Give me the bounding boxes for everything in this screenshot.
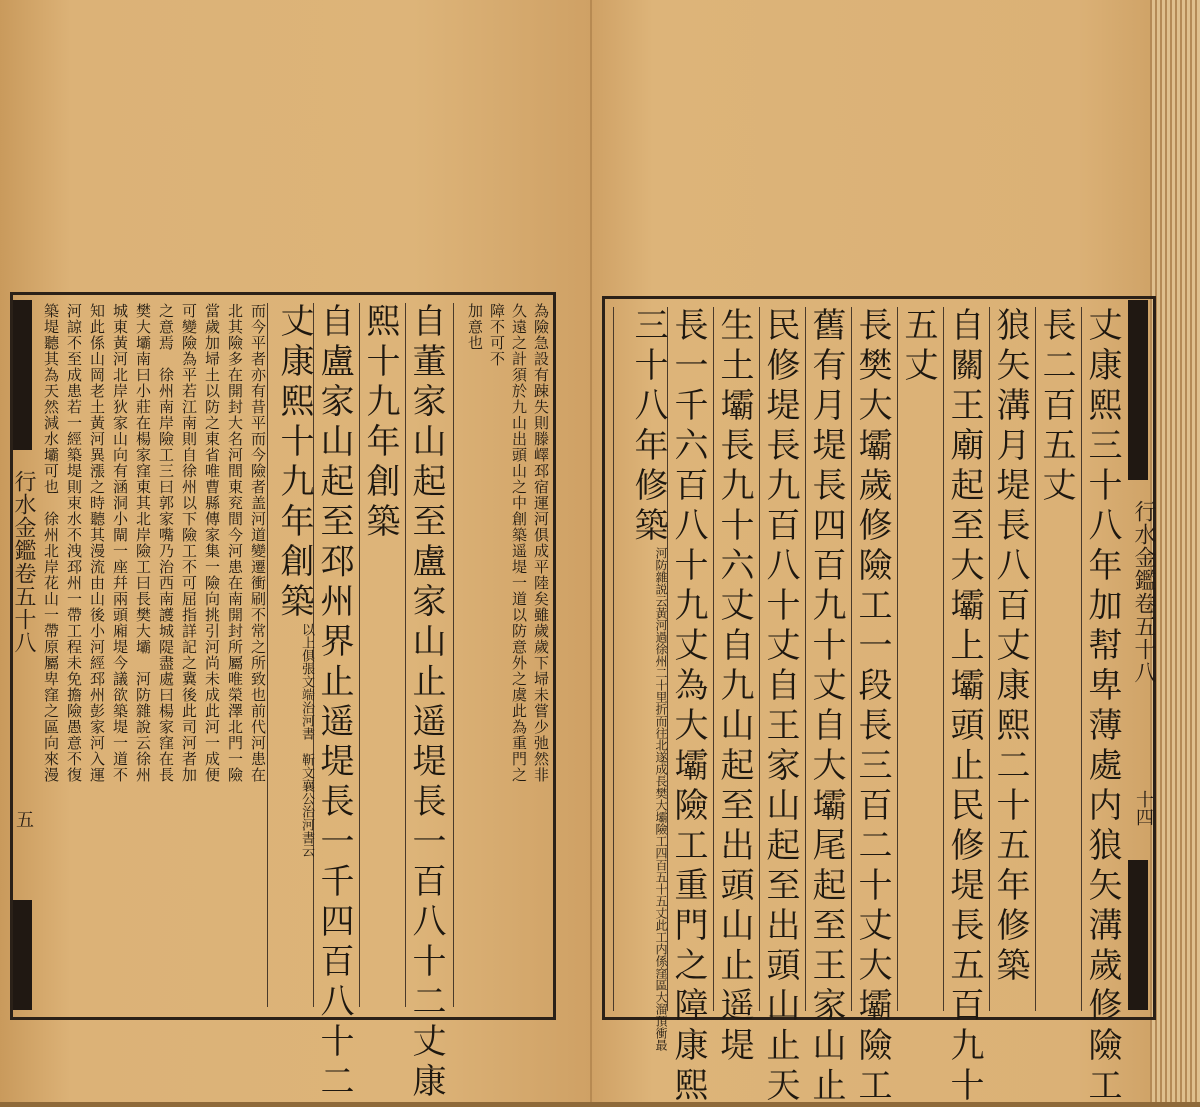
text-line: 久遠之計須於九山出頭山之中創築遥堤一道以防意外之虞此為重門之	[510, 303, 528, 783]
text-line: 民修堤長九百八十丈自王家山起至出頭山止天	[760, 307, 800, 1107]
left-margin-title: 行水金鑑卷五十八	[11, 470, 36, 654]
right-col-4	[943, 307, 990, 1107]
text-line: 知此係山岡老土黃河異漲之時聽其漫流由山後小河經邳州彭家河入運	[88, 303, 106, 783]
right-col-8	[759, 307, 806, 1107]
text-line: 長一千六百八十九丈為大壩險工重門之障康熙	[668, 307, 708, 1107]
text-line: 障不可不	[488, 303, 506, 367]
right-margin-title: 行水金鑑卷五十八	[1131, 500, 1156, 684]
right-col-1	[1081, 307, 1128, 1107]
left-col-2	[405, 303, 452, 1103]
text-line: 自盧家山起至邳州界止遥堤長一千四百八十二	[314, 303, 354, 1103]
annotation: 河防雜説云黃河過徐州二十里折而往北遂成長樊大壩險工四百五十五丈此工内係窪區大溜頂衝最	[654, 547, 668, 1051]
text-line: 狼矢溝月堤長八百丈康熙二十五年修築	[990, 307, 1030, 987]
right-col-6	[851, 307, 898, 1107]
right-col-5	[897, 307, 944, 1011]
text-line: 自董家山起至盧家山止遥堤長一百八十二丈康	[406, 303, 446, 1103]
left-col-5	[267, 303, 314, 1007]
left-col-1	[453, 303, 550, 1007]
text-line: 舊有月堤長四百九十丈自大壩尾起至王家山止	[806, 307, 846, 1107]
right-col-9	[713, 307, 760, 1067]
right-col-11	[613, 307, 668, 1051]
right-margin-strip-bottom	[1128, 860, 1148, 1010]
text-line: 河諒不至成患若一經築堤則束水不洩邳州一帶工程未免擔險愚意不復	[65, 303, 83, 783]
right-col-3	[989, 307, 1036, 1011]
text-line: 長樊大壩歲修險工一段長三百二十丈大壩險工	[852, 307, 892, 1107]
text-line: 築堤聽其為天然減水壩可也 徐州北岸花山一帶原屬卑窪之區向來漫	[42, 303, 60, 783]
text-line: 當歲加埽土以防之東省唯曹縣傳家集一險向挑引河尚未成此河一成便	[203, 303, 221, 783]
text-line: 丈康熙十九年創築	[274, 303, 314, 623]
text-line: 自關王廟起至大壩上壩頭止民修堤長五百九十	[944, 307, 984, 1107]
text-line: 可變險為平若江南則自徐州以下險工不可屈指詳記之冀後此司河者加	[180, 303, 198, 783]
text-line: 北其險多在開封大名河間東兖間今河患在南開封所屬唯榮澤北門一險	[226, 303, 244, 783]
right-folio: 十四	[1133, 790, 1154, 826]
left-folio: 五	[13, 810, 34, 828]
text-line: 城東黃河北岸狄家山向有涵洞小閘一座幷兩頭廂堤今議欲築堤一道不	[111, 303, 129, 783]
right-text-frame	[602, 296, 1156, 1107]
annotation: 以上俱張文端治河書 靳文襄公治河書云	[299, 623, 314, 857]
text-line: 之意焉 徐州南岸險工三曰郭家嘴乃治西南護城隄盡處曰楊家窪在長	[157, 303, 175, 783]
left-col-6	[13, 303, 267, 1007]
text-line: 為險急設有踈失則滕嶧邳宿運河俱成平陸矣雖歲歲下埽未嘗少弛然非	[532, 303, 550, 783]
right-col-10	[667, 307, 714, 1107]
text-line: 丈康熙三十八年加幇卑薄處内狼矢溝歲修險工	[1082, 307, 1122, 1107]
left-col-4	[313, 303, 360, 1103]
text-line: 而今平者亦有昔平而今險者盖河道變遷衝刷不常之所致也前代河患在	[249, 303, 267, 783]
right-margin-strip-top	[1128, 300, 1148, 480]
right-col-2	[1035, 307, 1082, 1011]
text-line: 三十八年修築	[628, 307, 668, 547]
left-text-frame	[10, 292, 556, 1103]
text-line: 五丈	[898, 307, 938, 387]
text-line: 樊大壩南曰小莊在楊家窪東其北岸險工曰長樊大壩 河防雜說云徐州	[134, 303, 152, 783]
text-line: 熙十九年創築	[360, 303, 400, 543]
text-line: 加意也	[466, 303, 484, 351]
text-line: 長二百五丈	[1036, 307, 1076, 507]
left-col-3	[359, 303, 406, 1007]
right-col-7	[805, 307, 852, 1107]
text-line: 生土壩長九十六丈自九山起至出頭山止遥堤	[714, 307, 754, 1067]
